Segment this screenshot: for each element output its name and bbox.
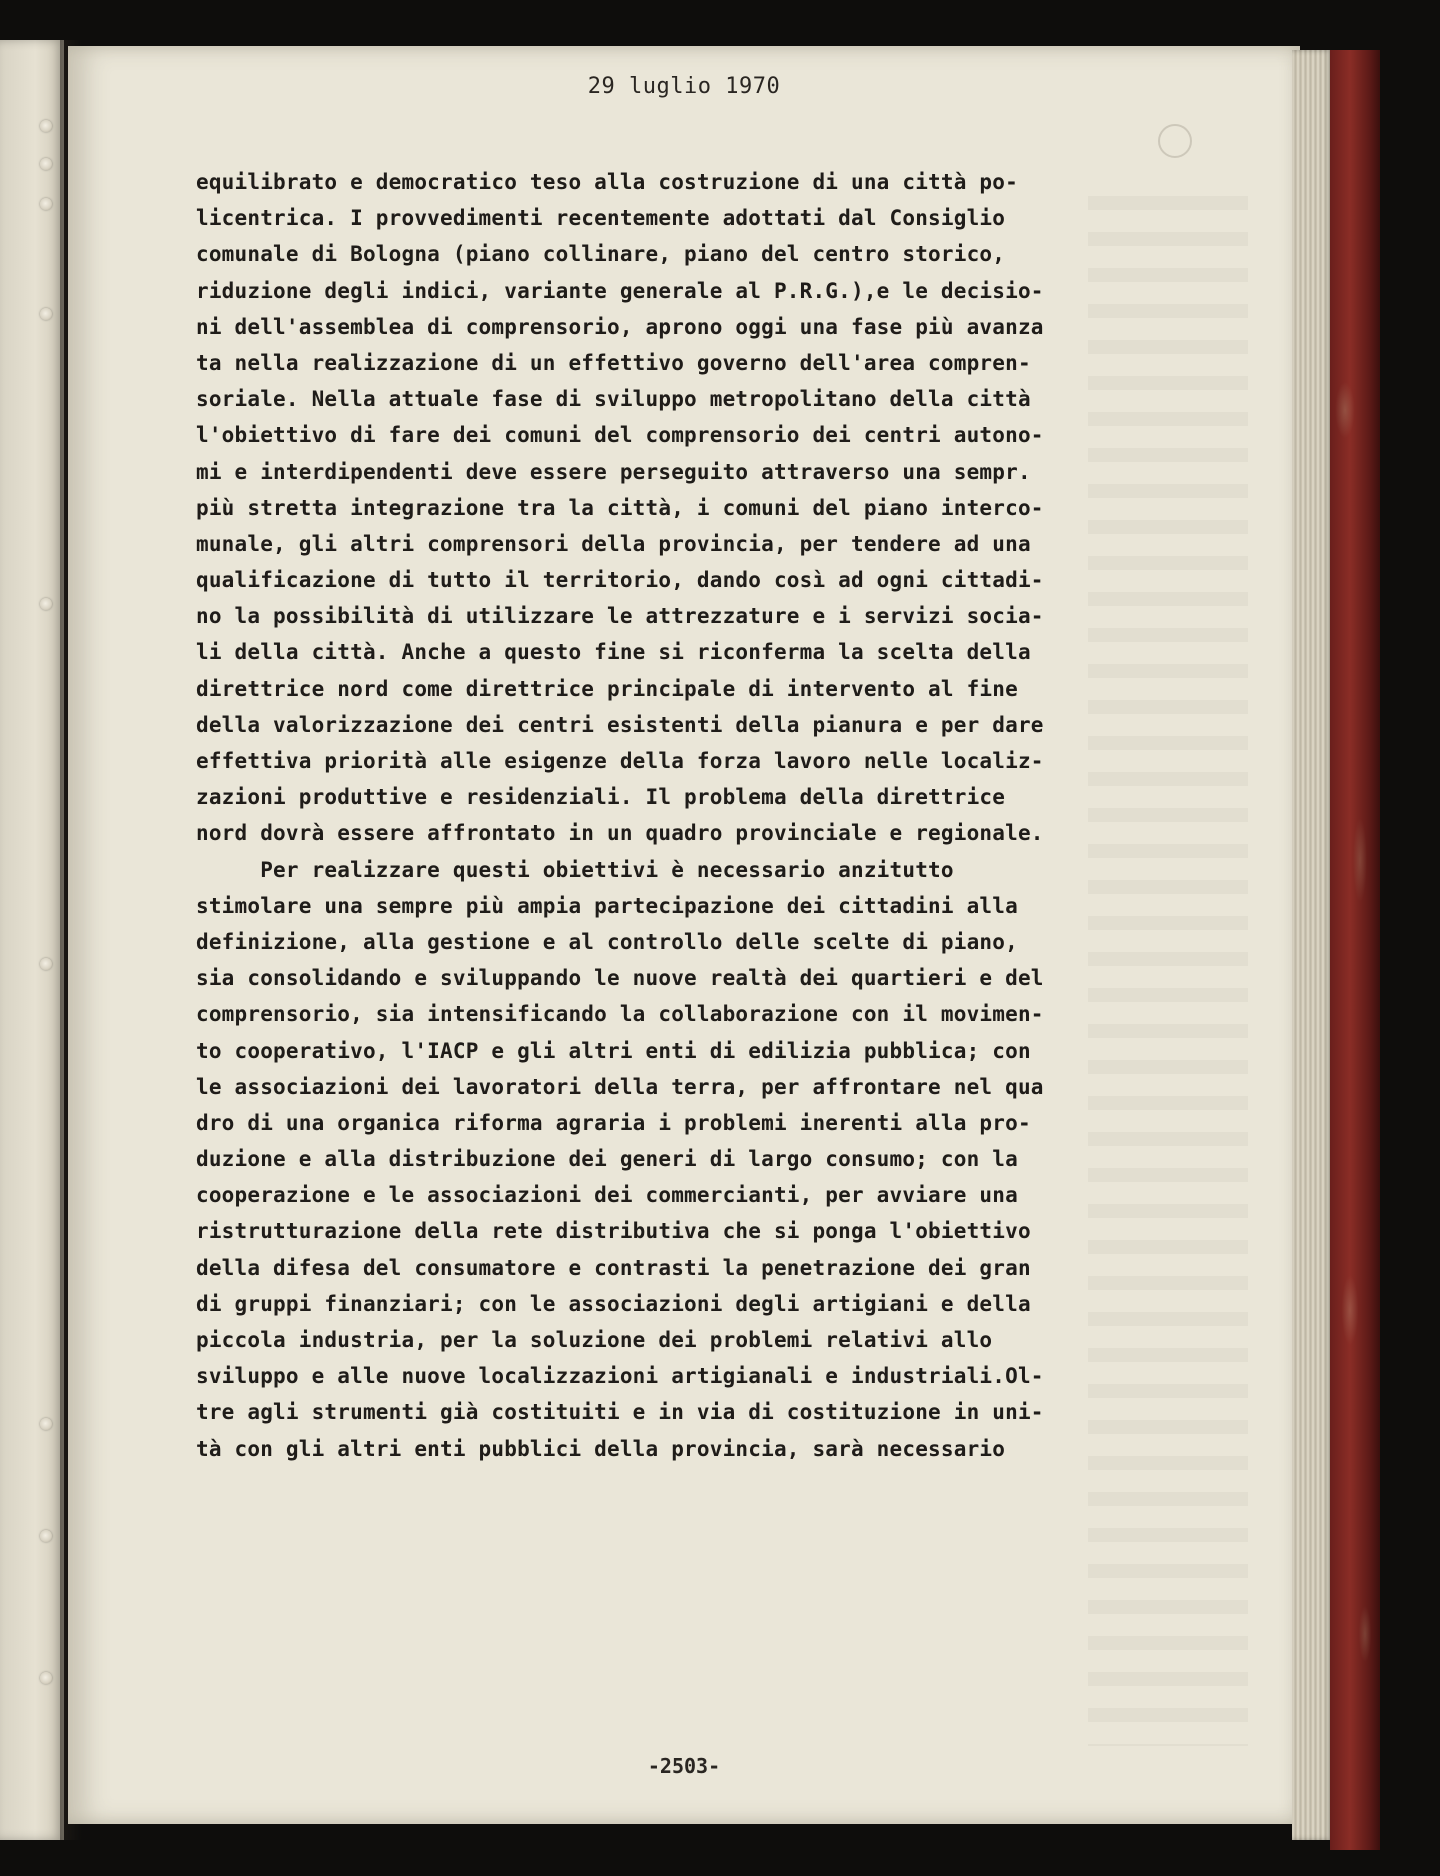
text-line: tre agli strumenti già costituiti e in via di costituzione in uni- bbox=[196, 1400, 1044, 1425]
binding-hole bbox=[40, 1418, 52, 1430]
text-line: Per realizzare questi obiettivi è necessario anzitutto bbox=[196, 857, 954, 882]
body-text-block bbox=[196, 164, 1256, 1467]
left-page-edge bbox=[0, 40, 64, 1840]
page-stack-edges bbox=[1292, 50, 1332, 1840]
text-line: stimolare una sempre più ampia partecipazione dei cittadini alla bbox=[196, 893, 1018, 918]
binding-hole bbox=[40, 1530, 52, 1542]
page-date-header: 29 luglio 1970 bbox=[587, 74, 781, 99]
book-cover-spine bbox=[1330, 50, 1380, 1850]
text-line: ristrutturazione della rete distributiva che si ponga l'obiettivo bbox=[196, 1219, 1031, 1244]
text-line: mi e interdipendenti deve essere perseguito attraverso una sempr. bbox=[196, 459, 1031, 484]
marbled-cover-pattern bbox=[1330, 50, 1380, 1850]
page-number: -2503- bbox=[647, 1754, 721, 1778]
binding-hole bbox=[40, 1672, 52, 1684]
text-line: di gruppi finanziari; con le associazioni degli artigiani e della bbox=[196, 1291, 1031, 1316]
binding-hole bbox=[40, 120, 52, 132]
text-line: le associazioni dei lavoratori della terra, per affrontare nel qua bbox=[196, 1074, 1044, 1099]
text-line: munale, gli altri comprensori della provincia, per tendere ad una bbox=[196, 531, 1031, 556]
text-line: to cooperativo, l'IACP e gli altri enti di edilizia pubblica; con bbox=[196, 1038, 1031, 1063]
text-line: qualificazione di tutto il territorio, dando così ad ogni cittadi- bbox=[196, 568, 1044, 593]
text-line: definizione, alla gestione e al controllo delle scelte di piano, bbox=[196, 929, 1018, 954]
text-line: li della città. Anche a questo fine si riconferma la scelta della bbox=[196, 640, 1031, 665]
text-line: ta nella realizzazione di un effettivo governo dell'area compren- bbox=[196, 350, 1031, 375]
text-line: sviluppo e alle nuove localizzazioni artigianali e industriali.Ol- bbox=[196, 1364, 1044, 1389]
text-line: più stretta integrazione tra la città, i comuni del piano interco- bbox=[196, 495, 1044, 520]
text-line: soriale. Nella attuale fase di sviluppo metropolitano della città bbox=[196, 387, 1031, 412]
text-line: piccola industria, per la soluzione dei problemi relativi allo bbox=[196, 1328, 993, 1352]
ink-smudge bbox=[1158, 124, 1192, 158]
text-line: riduzione degli indici, variante generale al P.R.G.),e le decisio- bbox=[196, 278, 1044, 303]
text-line: della difesa del consumatore e contrasti la penetrazione dei gran bbox=[196, 1255, 1031, 1280]
binding-hole bbox=[40, 598, 52, 610]
text-line: zazioni produttive e residenziali. Il problema della direttrice bbox=[196, 785, 1006, 810]
text-line: dro di una organica riforma agraria i problemi inerenti alla pro- bbox=[196, 1110, 1031, 1135]
binding-hole bbox=[40, 308, 52, 320]
text-line: nord dovrà essere affrontato in un quadro provinciale e regionale. bbox=[196, 821, 1044, 846]
text-line: equilibrato e democratico teso alla costruzione di una città po- bbox=[196, 170, 1018, 194]
text-line: cooperazione e le associazioni dei commercianti, per avviare una bbox=[196, 1183, 1018, 1208]
binding-hole bbox=[40, 958, 52, 970]
binding-hole bbox=[40, 158, 52, 170]
text-line: l'obiettivo di fare dei comuni del comprensorio dei centri autono- bbox=[196, 423, 1044, 448]
text-line: comprensorio, sia intensificando la collaborazione con il movimen- bbox=[196, 1002, 1044, 1027]
document-page bbox=[68, 46, 1300, 1824]
text-line: licentrica. I provvedimenti recentemente adottati dal Consiglio bbox=[196, 206, 1006, 231]
text-line: effettiva priorità alle esigenze della forza lavoro nelle localiz- bbox=[196, 749, 1044, 773]
text-line: della valorizzazione dei centri esistenti della pianura e per dare bbox=[196, 712, 1044, 737]
text-line: comunale di Bologna (piano collinare, piano del centro storico, bbox=[196, 242, 1006, 267]
binding-hole bbox=[40, 198, 52, 210]
text-line: duzione e alla distribuzione dei generi di largo consumo; con la bbox=[196, 1147, 1018, 1172]
text-line: ni dell'assemblea di comprensorio, aprono oggi una fase più avanza bbox=[196, 314, 1044, 339]
text-line: direttrice nord come direttrice principale di intervento al fine bbox=[196, 676, 1018, 701]
text-line: tà con gli altri enti pubblici della provincia, sarà necessario bbox=[196, 1436, 1006, 1461]
text-line: no la possibilità di utilizzare le attrezzature e i servizi socia- bbox=[196, 604, 1044, 629]
text-line: sia consolidando e sviluppando le nuove realtà dei quartieri e del bbox=[196, 966, 1044, 991]
